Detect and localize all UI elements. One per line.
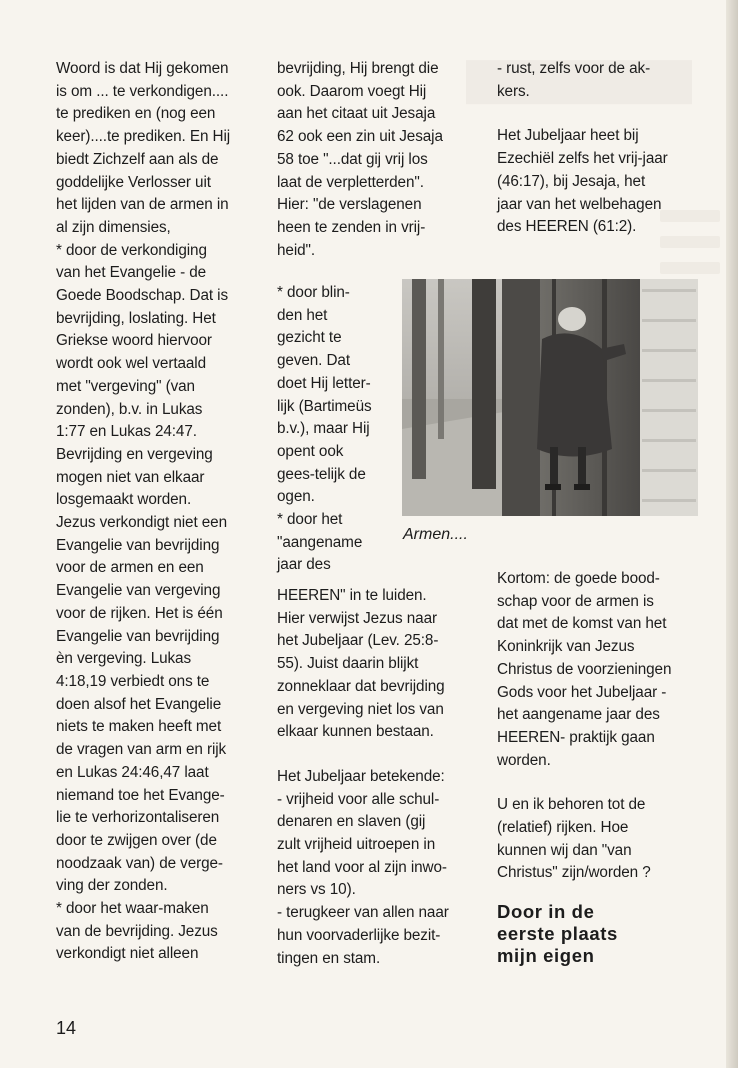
text-line: jaar des (277, 556, 331, 574)
text-line: biedt Zichzelf aan als de (56, 150, 219, 168)
text-line: door te zwijgen over (de (56, 831, 217, 849)
text-line: Griekse woord hiervoor (56, 332, 212, 350)
text-line: jaar van het welbehagen (497, 195, 662, 213)
text-line: geven. Dat (277, 352, 350, 370)
paragraph-gap (497, 772, 697, 794)
text-line: het aangename jaar des (497, 706, 660, 724)
text-line: Evangelie van bevrijding (56, 627, 220, 645)
text-line: Goede Boodschap. Dat is (56, 287, 229, 305)
text-line: Evangelie van bevrijding (56, 536, 220, 554)
paragraph-gap (497, 103, 692, 125)
text-line: ogen. (277, 488, 315, 506)
text-line: kunnen wij dan "van (497, 841, 632, 859)
text-line: worden. (497, 751, 551, 769)
text-line: heid". (277, 241, 316, 259)
page-number: 14 (56, 1018, 77, 1038)
bold-heading-line: Door in de (497, 901, 595, 923)
text-line: wordt ook wel vertaald (56, 355, 206, 373)
text-line: bevrijding, loslating. Het (56, 309, 216, 327)
photo-caption: Armen.... (403, 526, 468, 543)
text-line: ook. Daarom voegt Hij (277, 82, 427, 100)
text-line: voor de armen en een (56, 559, 204, 577)
text-line: heen te zenden in vrij- (277, 218, 426, 236)
text-line: 1:77 en Lukas 24:47. (56, 423, 197, 441)
text-line: Bevrijding en vergeving (56, 445, 213, 463)
text-line: niets te maken heeft met (56, 718, 222, 736)
text-line: Christus" zijn/worden ? (497, 864, 651, 882)
text-line: - terugkeer van allen naar (277, 904, 449, 922)
text-line: Ezechiël zelfs het vrij-jaar (497, 150, 668, 168)
text-line: schap voor de armen is (497, 592, 654, 610)
text-line: zonden), b.v. in Lukas (56, 400, 203, 418)
text-line: dat met de komst van het (497, 615, 667, 633)
text-line: opent ook (277, 442, 344, 460)
text-line: losgemaakt worden. (56, 491, 192, 509)
text-line: des HEEREN (61:2). (497, 218, 637, 236)
text-line: niemand toe het Evange- (56, 786, 225, 804)
page-edge-shadow (726, 0, 738, 1068)
text-line: tingen en stam. (277, 949, 381, 967)
text-line: Evangelie van vergeving (56, 582, 221, 600)
text-line: HEEREN" in te luiden. (277, 587, 427, 604)
text-line: van de bevrijding. Jezus (56, 922, 218, 940)
text-line: denaren en slaven (gij (277, 813, 426, 831)
text-line: Koninkrijk van Jezus (497, 638, 635, 656)
text-line: al zijn dimensies, (56, 218, 171, 236)
text-column-3-bottom (497, 568, 697, 967)
photo-old-woman-at-door (402, 279, 698, 516)
text-line: van het Evangelie - de (56, 264, 207, 282)
text-line: elkaar kunnen bestaan. (277, 723, 434, 741)
text-line: 58 toe "...dat gij vrij los (277, 150, 428, 168)
text-line: zult vrijheid uitroepen in (277, 836, 436, 854)
text-line: kers. (497, 82, 530, 100)
text-line: te prediken en (nog een (56, 105, 216, 123)
faded-text-strip (660, 262, 720, 274)
text-column-2-narrow (277, 282, 387, 577)
text-line: Christus de voorzieningen (497, 660, 672, 678)
text-line: keer)....te prediken. En Hij (56, 128, 231, 146)
text-line: noodzaak van) de verge- (56, 854, 223, 872)
text-line: hun voorvaderlijke bezit- (277, 926, 441, 944)
text-line: ners vs 10). (277, 881, 356, 899)
text-line: "aangename (277, 533, 363, 551)
text-line: * door blin- (277, 284, 350, 301)
text-line: 62 ook een zin uit Jesaja (277, 128, 443, 146)
text-line: (46:17), bij Jesaja, het (497, 172, 646, 190)
photo-illustration (402, 279, 698, 516)
text-line: èn vergeving. Lukas (56, 650, 192, 668)
text-line: (relatief) rijken. Hoe (497, 819, 629, 837)
text-line: Hier: "de verslagenen (277, 196, 422, 214)
text-line: Gods voor het Jubeljaar - (497, 683, 667, 701)
text-line: doen alsof het Evangelie (56, 695, 222, 713)
text-line: aan het citaat uit Jesaja (277, 105, 436, 123)
text-line: lie te verhorizontaliseren (56, 809, 220, 827)
text-line: goddelijke Verlosser uit (56, 173, 211, 191)
text-line: voor de rijken. Het is één (56, 604, 223, 622)
text-line: met "vergeving" (van (56, 377, 195, 395)
text-line: verkondigt niet alleen (56, 945, 199, 963)
text-line: * door het (277, 511, 343, 529)
bold-heading-line: eerste plaats (497, 923, 618, 945)
text-line: lijk (Bartimeüs (277, 397, 372, 415)
text-line: het land voor al zijn inwo- (277, 858, 447, 876)
text-line: het Jubeljaar (Lev. 25:8- (277, 632, 439, 650)
text-line: en vergeving niet los van (277, 700, 444, 718)
text-line: * door de verkondiging (56, 241, 207, 259)
text-line: Het Jubeljaar heet bij (497, 127, 639, 145)
text-line: * door het waar-maken (56, 900, 209, 918)
text-line: Het Jubeljaar betekende: (277, 767, 445, 785)
bold-heading (497, 901, 697, 967)
text-line: bevrijding, Hij brengt die (277, 60, 439, 77)
text-line: den het (277, 306, 328, 324)
text-line: ving der zonden. (56, 877, 168, 895)
text-line: U en ik behoren tot de (497, 796, 646, 814)
text-column-3-top (497, 58, 692, 239)
text-column-1 (56, 58, 251, 966)
text-line: zonneklaar dat bevrijding (277, 677, 445, 695)
bold-heading-line: mijn eigen (497, 945, 595, 967)
text-line: mogen niet van elkaar (56, 468, 205, 486)
text-line: Jezus verkondigt niet een (56, 514, 227, 532)
text-line: en Lukas 24:46,47 laat (56, 763, 209, 781)
text-line: doet Hij letter- (277, 374, 371, 392)
text-line: - vrijheid voor alle schul- (277, 790, 440, 808)
paragraph-gap (277, 744, 467, 766)
text-column-2-bottom (277, 585, 467, 970)
text-line: laat de verpletterden". (277, 173, 424, 191)
text-line: 4:18,19 verbiedt ons te (56, 672, 210, 690)
text-line: Kortom: de goede bood- (497, 570, 660, 587)
text-line: is om ... te verkondigen.... (56, 82, 229, 100)
text-line: gezicht te (277, 329, 342, 347)
text-line: gees-telijk de (277, 465, 366, 483)
text-line: de vragen van arm en rijk (56, 741, 227, 759)
text-line: het lijden van de armen in (56, 196, 229, 214)
text-line: Woord is dat Hij gekomen (56, 60, 229, 77)
text-line: 55). Juist daarin blijkt (277, 655, 419, 673)
text-line: b.v.), maar Hij (277, 420, 370, 438)
text-column-2-top (277, 58, 467, 262)
text-line: HEEREN- praktijk gaan (497, 728, 655, 746)
text-line: Hier verwijst Jezus naar (277, 609, 437, 627)
text-line: - rust, zelfs voor de ak- (497, 60, 651, 77)
